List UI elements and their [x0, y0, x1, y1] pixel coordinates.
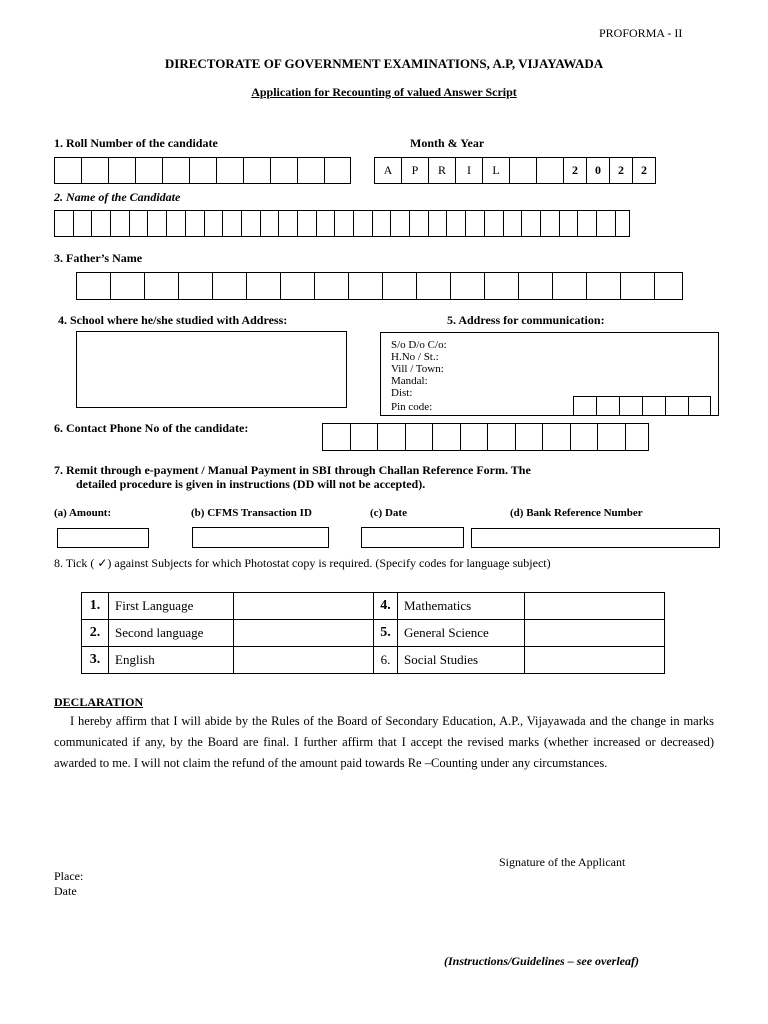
org-title: DIRECTORATE OF GOVERNMENT EXAMINATIONS, A.P, VIJAYAWADA [164, 56, 604, 71]
address-line: S/o D/o C/o: [391, 339, 447, 351]
name-cell[interactable] [616, 211, 630, 236]
month-year-cell[interactable]: R [429, 158, 456, 183]
name-cell[interactable] [560, 211, 579, 236]
address-line: Vill / Town: [391, 363, 444, 375]
subjects-table [81, 592, 665, 674]
pin-cell[interactable] [574, 397, 597, 415]
father-name-cell[interactable] [451, 273, 485, 299]
father-name-cell[interactable] [621, 273, 655, 299]
father-name-cell[interactable] [145, 273, 179, 299]
school-address-label: 4. School where he/she studied with Address: [58, 313, 288, 327]
father-name-cell[interactable] [349, 273, 383, 299]
subject-number: 3. [82, 647, 109, 674]
month-year-cell[interactable]: 0 [587, 158, 610, 183]
name-cell[interactable] [335, 211, 354, 236]
date-field[interactable] [361, 527, 464, 548]
name-cell[interactable] [466, 211, 485, 236]
phone-number-boxes[interactable] [322, 423, 649, 451]
father-name-cell[interactable] [315, 273, 349, 299]
month-year-cell[interactable]: A [375, 158, 402, 183]
name-cell[interactable] [522, 211, 541, 236]
name-cell[interactable] [205, 211, 224, 236]
name-cell[interactable] [317, 211, 336, 236]
address-line: Mandal: [391, 375, 428, 387]
phone-cell[interactable] [378, 424, 406, 450]
name-cell[interactable] [92, 211, 111, 236]
remit-instruction-line2: detailed procedure is given in instructions (DD will not be accepted). [76, 477, 426, 491]
roll-cell[interactable] [55, 158, 82, 183]
father-name-cell[interactable] [179, 273, 213, 299]
month-year-cell[interactable]: 2 [564, 158, 587, 183]
name-cell[interactable] [55, 211, 74, 236]
instructions-overleaf-note: (Instructions/Guidelines – see overleaf) [444, 954, 639, 968]
name-cell[interactable] [130, 211, 149, 236]
name-cell[interactable] [541, 211, 560, 236]
pin-code-boxes[interactable] [573, 396, 711, 416]
roll-cell[interactable] [109, 158, 136, 183]
month-year-cell[interactable]: L [483, 158, 510, 183]
pin-cell[interactable] [620, 397, 643, 415]
subject-tick-cell[interactable] [525, 620, 665, 647]
phone-cell[interactable] [351, 424, 379, 450]
subject-number: 1. [82, 593, 109, 620]
subject-name: Mathematics [398, 593, 525, 620]
subject-tick-cell[interactable] [234, 593, 374, 620]
name-cell[interactable] [485, 211, 504, 236]
roll-cell[interactable] [82, 158, 109, 183]
month-year-cell[interactable]: I [456, 158, 483, 183]
subject-number: 6. [374, 647, 398, 674]
phone-cell[interactable] [543, 424, 571, 450]
month-year-cell[interactable]: 2 [633, 158, 656, 183]
pin-cell[interactable] [666, 397, 689, 415]
signature-label: Signature of the Applicant [499, 855, 626, 869]
bank-reference-label: (d) Bank Reference Number [510, 507, 643, 519]
name-cell[interactable] [186, 211, 205, 236]
father-name-cell[interactable] [77, 273, 111, 299]
subject-name: First Language [109, 593, 234, 620]
father-name-label: 3. Father’s Name [54, 251, 143, 265]
roll-cell[interactable] [136, 158, 163, 183]
school-address-box[interactable] [76, 331, 347, 408]
proforma-label: PROFORMA - II [599, 26, 683, 40]
address-line: H.No / St.: [391, 351, 439, 363]
candidate-name-label: 2. Name of the Candidate [54, 190, 181, 204]
phone-cell[interactable] [461, 424, 489, 450]
month-year-cell[interactable] [537, 158, 564, 183]
communication-address-box[interactable] [380, 332, 719, 416]
roll-cell[interactable] [298, 158, 325, 183]
name-cell[interactable] [578, 211, 597, 236]
month-year-cell[interactable]: 2 [610, 158, 633, 183]
cfms-id-label: (b) CFMS Transaction ID [191, 507, 312, 519]
father-name-cell[interactable] [485, 273, 519, 299]
father-name-boxes[interactable] [76, 272, 683, 300]
father-name-cell[interactable] [587, 273, 621, 299]
roll-cell[interactable] [217, 158, 244, 183]
roll-number-boxes[interactable] [54, 157, 351, 184]
subject-name: Social Studies [398, 647, 525, 674]
subject-tick-cell[interactable] [234, 647, 374, 674]
declaration-text: I hereby affirm that I will abide by the Rules of the Board of Secondary Education, A.P., Vijayawada and the change in marks communicated if any, by the Board are final. I further affirm that I accept the revised marks (whether increased or decreased) awarded to me. I will not claim the refund of the amount paid towards Re –Counting under any circumstances. [54, 714, 714, 770]
pin-cell[interactable] [597, 397, 620, 415]
declaration-title: DECLARATION [54, 695, 144, 709]
candidate-name-boxes[interactable] [54, 210, 630, 237]
phone-cell[interactable] [516, 424, 544, 450]
place-label: Place: [54, 869, 84, 883]
father-name-cell[interactable] [553, 273, 587, 299]
subject-number: 5. [374, 620, 398, 647]
phone-cell[interactable] [626, 424, 649, 450]
name-cell[interactable] [242, 211, 261, 236]
roll-cell[interactable] [325, 158, 351, 183]
father-name-cell[interactable] [519, 273, 553, 299]
subjects-row [82, 647, 665, 674]
subject-number: 4. [374, 593, 398, 620]
name-cell[interactable] [354, 211, 373, 236]
form-subtitle: Application for Recounting of valued Answer Script [251, 85, 517, 99]
name-cell[interactable] [504, 211, 523, 236]
father-name-cell[interactable] [417, 273, 451, 299]
phone-label: 6. Contact Phone No of the candidate: [54, 421, 249, 435]
subjects-row [82, 593, 665, 620]
subject-number: 2. [82, 620, 109, 647]
month-year-label: Month & Year [410, 136, 485, 150]
name-cell[interactable] [410, 211, 429, 236]
subjects-row [82, 620, 665, 647]
phone-cell[interactable] [406, 424, 434, 450]
pin-cell[interactable] [643, 397, 666, 415]
month-year-boxes[interactable] [374, 157, 656, 184]
subject-name: English [109, 647, 234, 674]
roll-cell[interactable] [190, 158, 217, 183]
pin-cell[interactable] [689, 397, 711, 415]
name-cell[interactable] [597, 211, 616, 236]
subject-name: General Science [398, 620, 525, 647]
name-cell[interactable] [111, 211, 130, 236]
father-name-cell[interactable] [111, 273, 145, 299]
father-name-cell[interactable] [213, 273, 247, 299]
name-cell[interactable] [167, 211, 186, 236]
name-cell[interactable] [74, 211, 93, 236]
subject-tick-cell[interactable] [525, 593, 665, 620]
subject-tick-cell[interactable] [234, 620, 374, 647]
father-name-cell[interactable] [281, 273, 315, 299]
roll-cell[interactable] [244, 158, 271, 183]
name-cell[interactable] [223, 211, 242, 236]
name-cell[interactable] [373, 211, 392, 236]
month-year-cell[interactable]: P [402, 158, 429, 183]
cfms-id-field[interactable] [192, 527, 329, 548]
bank-reference-field[interactable] [471, 528, 720, 548]
phone-cell[interactable] [433, 424, 461, 450]
name-cell[interactable] [391, 211, 410, 236]
phone-cell[interactable] [598, 424, 626, 450]
name-cell[interactable] [148, 211, 167, 236]
month-year-cell[interactable] [510, 158, 537, 183]
remit-instruction-line1: 7. Remit through e-payment / Manual Payment in SBI through Challan Reference Form. The [54, 463, 531, 477]
amount-field[interactable] [57, 528, 149, 548]
name-cell[interactable] [298, 211, 317, 236]
pin-code-label: Pin code: [391, 401, 433, 413]
father-name-cell[interactable] [383, 273, 417, 299]
address-line: Dist: [391, 387, 413, 399]
roll-cell[interactable] [163, 158, 190, 183]
name-cell[interactable] [279, 211, 298, 236]
amount-label: (a) Amount: [54, 507, 112, 519]
date-footer-label: Date [54, 884, 77, 898]
phone-cell[interactable] [488, 424, 516, 450]
date-label: (c) Date [370, 507, 407, 519]
name-cell[interactable] [447, 211, 466, 236]
subject-name: Second language [109, 620, 234, 647]
roll-number-label: 1. Roll Number of the candidate [54, 136, 218, 150]
tick-instruction: 8. Tick ( ✓) against Subjects for which Photostat copy is required. (Specify codes for language subject) [54, 556, 551, 570]
phone-cell[interactable] [571, 424, 599, 450]
name-cell[interactable] [429, 211, 448, 236]
subject-tick-cell[interactable] [525, 647, 665, 674]
communication-address-label: 5. Address for communication: [447, 313, 605, 327]
father-name-cell[interactable] [247, 273, 281, 299]
name-cell[interactable] [261, 211, 280, 236]
father-name-cell[interactable] [655, 273, 683, 299]
roll-cell[interactable] [271, 158, 298, 183]
phone-cell[interactable] [323, 424, 351, 450]
